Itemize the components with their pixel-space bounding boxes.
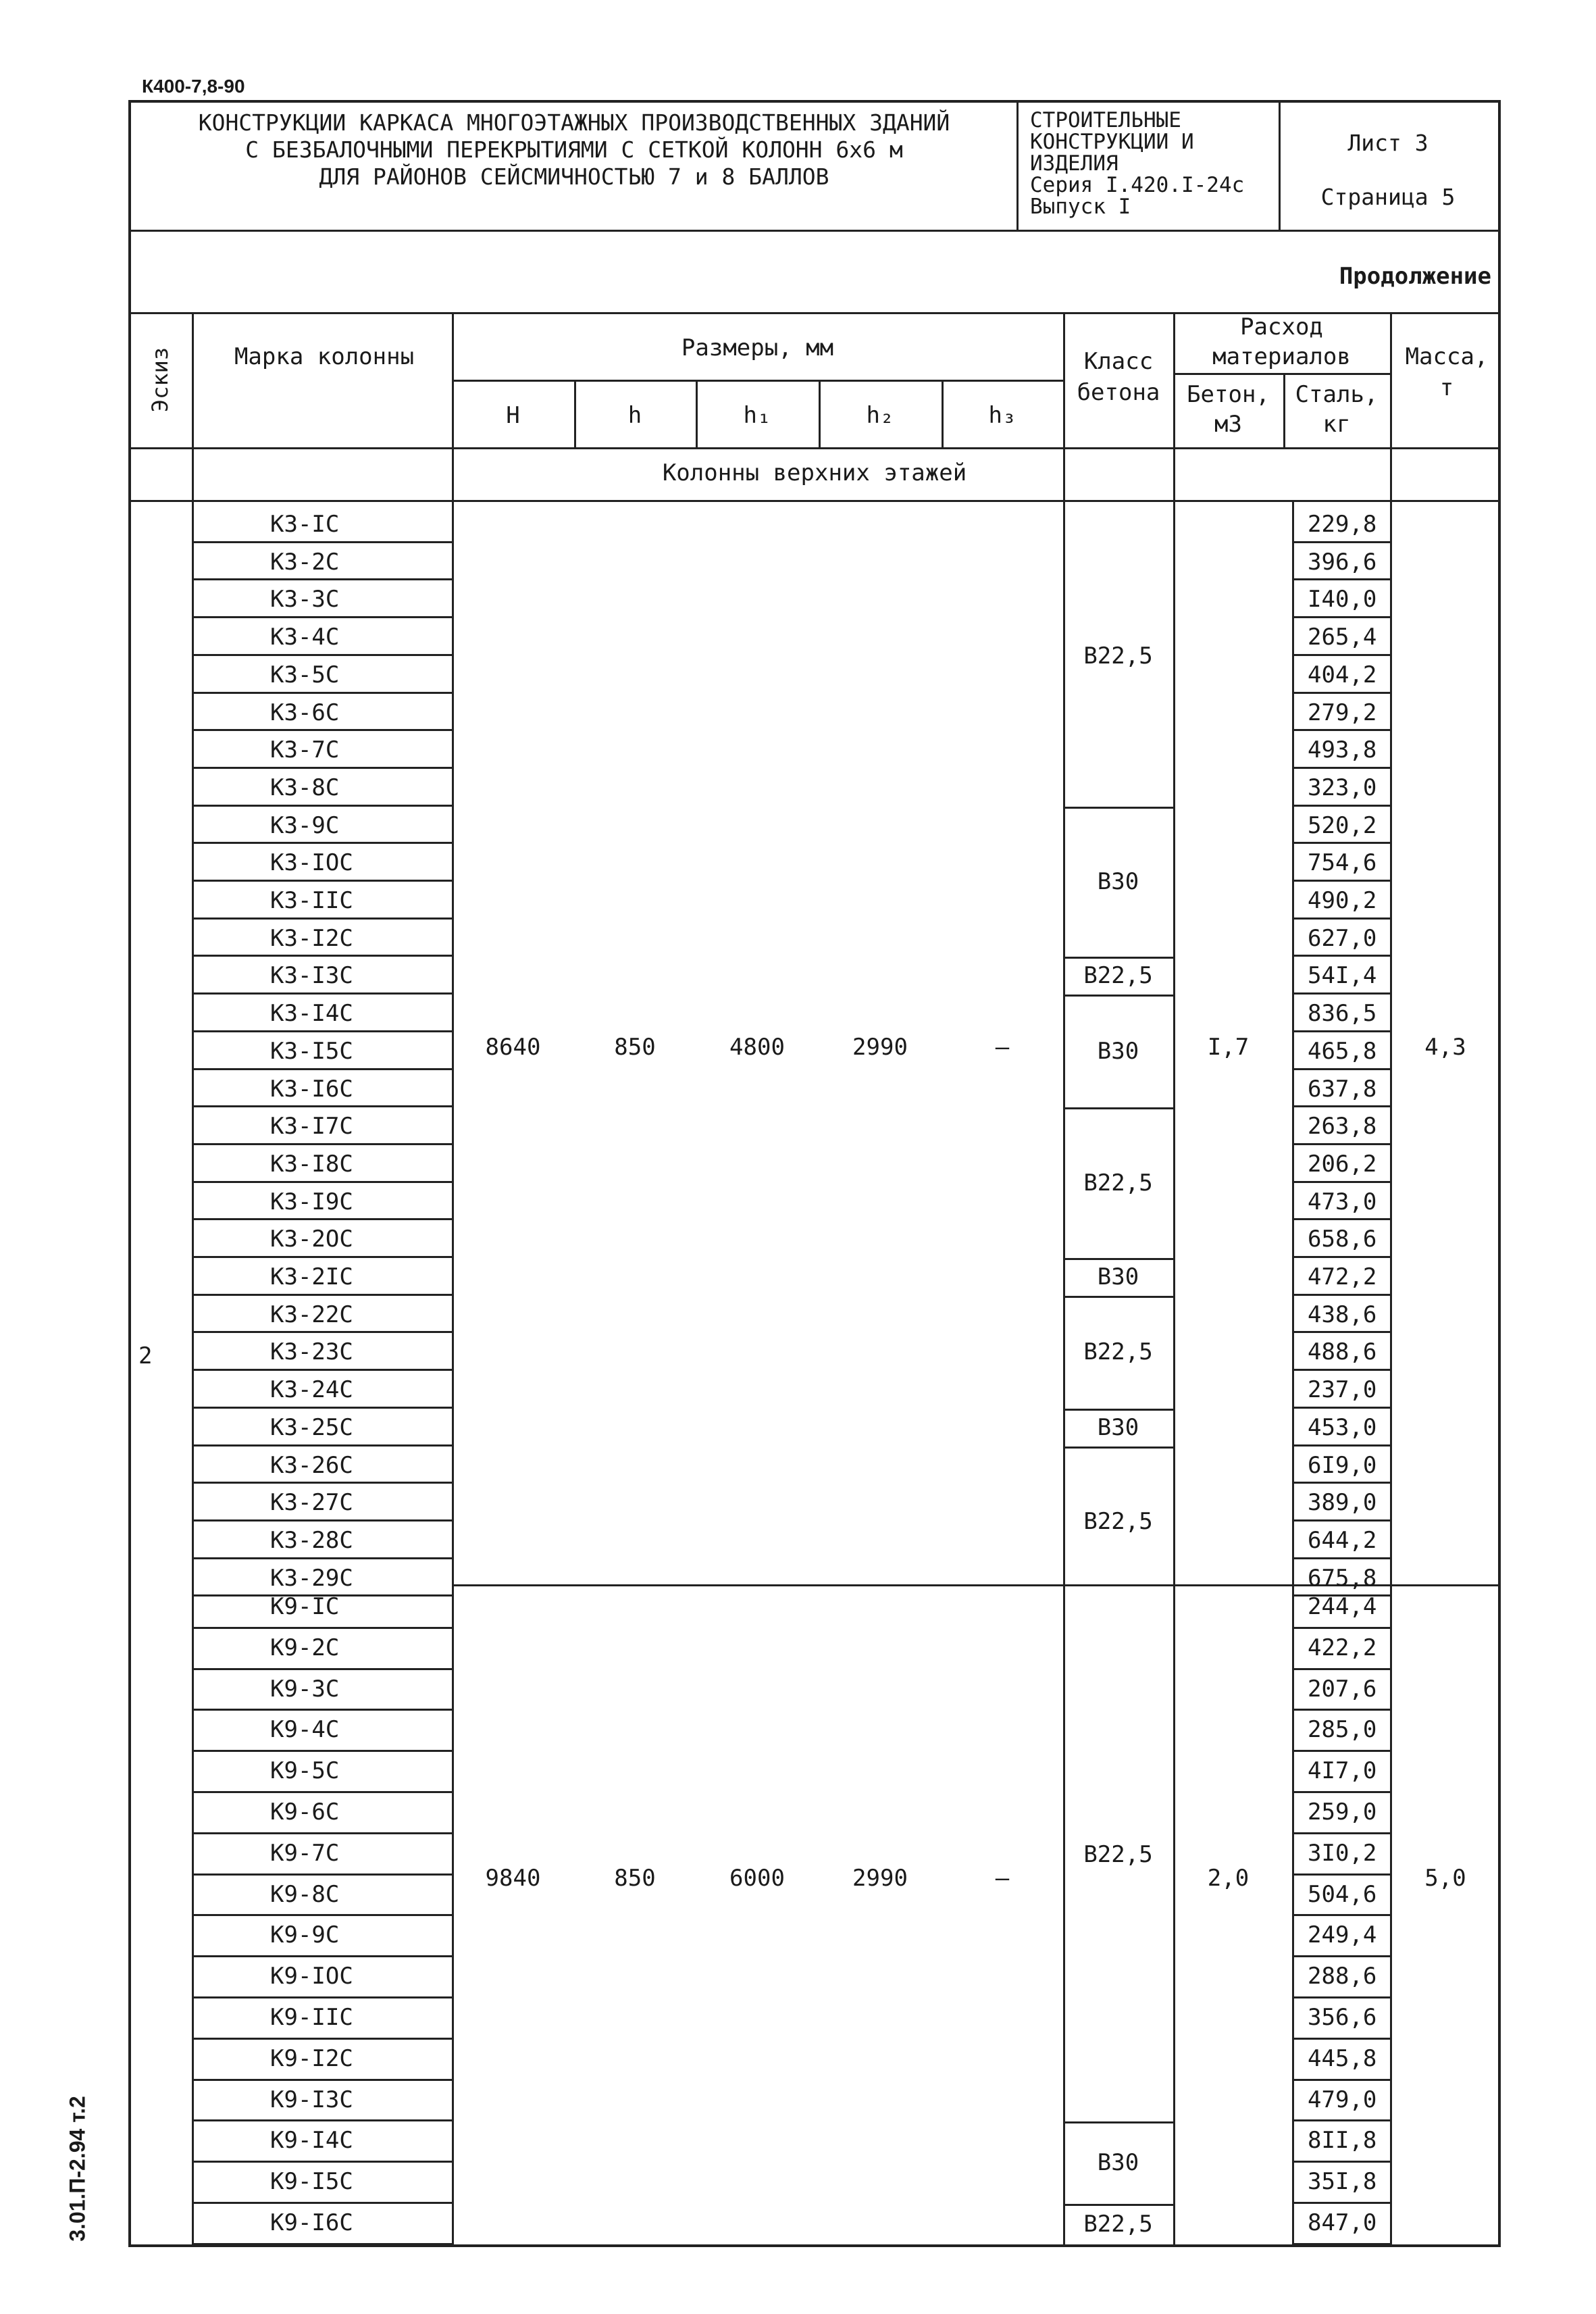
row-underline [1292, 992, 1390, 995]
title-line-2: С БЕЗБАЛОЧНЫМИ ПЕРЕКРЫТИЯМИ С СЕТКОЙ КОЛОНН 6х6 м [245, 136, 903, 163]
column-mark: К9-IОС [270, 1963, 353, 1990]
column-mark: К3-I9С [270, 1188, 353, 1215]
steel-value: 473,0 [1308, 1188, 1377, 1215]
row-underline [1292, 1996, 1390, 1998]
header-mark: Марка колонны [234, 343, 415, 370]
header-sketch: Эскиз [147, 347, 173, 413]
row-underline [192, 1914, 452, 1916]
column-mark: К3-I6С [270, 1075, 353, 1103]
row-underline [192, 1294, 452, 1296]
row-underline [1292, 2243, 1390, 2245]
header-H: H [506, 402, 520, 429]
g1-H: 8640 [485, 1034, 541, 1061]
page-number: Страница 5 [1320, 184, 1456, 210]
row-underline [1292, 917, 1390, 920]
header-mass: Масса, т [1405, 343, 1489, 401]
grid-line [1173, 312, 1175, 2246]
row-underline [192, 955, 452, 957]
grid-line [128, 500, 1501, 502]
steel-value: 627,0 [1308, 924, 1377, 952]
row-underline [1292, 1068, 1390, 1070]
column-mark: К3-I5С [270, 1037, 353, 1065]
side-stamp: 3.01.П-2.94 т.2 [65, 2096, 90, 2242]
g1-h: 850 [614, 1034, 656, 1061]
row-underline [192, 1181, 452, 1183]
row-underline [1292, 578, 1390, 580]
row-underline [1292, 805, 1390, 807]
grid-line [128, 447, 1501, 449]
document-code: К400-7,8-90 [142, 76, 245, 97]
row-underline [192, 1482, 452, 1484]
header-concrete-class: Класс бетона [1077, 348, 1160, 406]
row-underline [192, 1996, 452, 1998]
series-line: СТРОИТЕЛЬНЫЕ [1030, 108, 1181, 132]
column-mark: К9-7С [270, 1839, 340, 1867]
row-underline [192, 616, 452, 618]
g2-h1: 6000 [729, 1865, 785, 1892]
concrete-class-value: В22,5 [1083, 1841, 1153, 1869]
series-line: КОНСТРУКЦИИ И [1030, 130, 1194, 154]
row-underline [192, 1407, 452, 1409]
g2-H: 9840 [485, 1865, 541, 1892]
row-underline [192, 541, 452, 543]
row-underline [1292, 692, 1390, 694]
title-line-3: ДЛЯ РАЙОНОВ СЕЙСМИЧНОСТЬЮ 7 и 8 БАЛЛОВ [319, 164, 829, 190]
continuation-label: Продолжение [1339, 263, 1491, 290]
steel-value: I40,0 [1308, 586, 1377, 613]
column-mark: К3-7С [270, 736, 340, 764]
column-mark: К3-9С [270, 811, 340, 839]
steel-value: 206,2 [1308, 1150, 1377, 1178]
column-mark: К3-25С [270, 1413, 353, 1441]
steel-value: 229,8 [1308, 511, 1377, 538]
row-underline [1292, 1482, 1390, 1484]
column-mark: К3-29С [270, 1564, 353, 1592]
column-mark: К9-5С [270, 1757, 340, 1785]
row-underline [192, 1444, 452, 1447]
series-line: ИЗДЕЛИЯ [1030, 151, 1118, 176]
row-underline [1292, 1407, 1390, 1409]
row-underline [1292, 1791, 1390, 1793]
steel-value: 520,2 [1308, 811, 1377, 839]
concrete-class-value: В30 [1097, 2149, 1139, 2177]
steel-value: 490,2 [1308, 887, 1377, 914]
row-underline [1292, 767, 1390, 769]
steel-value: 389,0 [1308, 1489, 1377, 1517]
steel-value: 404,2 [1308, 661, 1377, 688]
row-underline [192, 805, 452, 807]
column-mark: К3-26С [270, 1451, 353, 1479]
column-mark: К3-2IС [270, 1263, 353, 1290]
series-line: Серия I.420.I-24с [1030, 173, 1245, 197]
column-mark: К9-IIС [270, 2004, 353, 2031]
row-underline [192, 1143, 452, 1145]
row-underline [1292, 2038, 1390, 2040]
column-mark: К3-8С [270, 774, 340, 801]
row-underline [192, 2119, 452, 2121]
row-underline [192, 1218, 452, 1220]
concrete-class-value: В22,5 [1083, 1507, 1153, 1535]
concrete-class-value: В30 [1097, 1413, 1139, 1441]
g2-concrete: 2,0 [1207, 1865, 1250, 1892]
steel-value: 6I9,0 [1308, 1451, 1377, 1479]
header-consumption: Расход материалов [1212, 313, 1351, 370]
steel-value: 658,6 [1308, 1226, 1377, 1253]
concrete-class-value: В22,5 [1083, 642, 1153, 670]
column-mark: К3-2ОС [270, 1226, 353, 1253]
row-underline [192, 1105, 452, 1107]
series-line: Выпуск I [1030, 195, 1131, 219]
column-mark: К3-23С [270, 1338, 353, 1366]
row-underline [192, 2161, 452, 2163]
column-mark: К3-3С [270, 586, 340, 613]
row-underline [1292, 2202, 1390, 2204]
sheet-number: Лист 3 [1347, 130, 1428, 156]
row-underline [192, 1030, 452, 1032]
row-underline [192, 1832, 452, 1834]
row-underline [192, 2079, 452, 2081]
row-underline [192, 2243, 452, 2245]
row-underline [1292, 2161, 1390, 2163]
column-mark: К3-IС [270, 511, 340, 538]
steel-value: 422,2 [1308, 1634, 1377, 1661]
g2-h3: – [995, 1865, 1010, 1892]
concrete-class-value: В30 [1097, 1263, 1139, 1290]
column-mark: К3-IОС [270, 849, 353, 877]
column-mark: К3-5С [270, 661, 340, 688]
column-mark: К3-I3С [270, 962, 353, 990]
column-mark: К3-I7С [270, 1113, 353, 1140]
column-mark: К3-27С [270, 1489, 353, 1517]
steel-value: 675,8 [1308, 1564, 1377, 1592]
row-underline [192, 1519, 452, 1521]
column-mark: К3-2С [270, 548, 340, 576]
steel-value: 453,0 [1308, 1413, 1377, 1441]
title-line-1: КОНСТРУКЦИИ КАРКАСА МНОГОЭТАЖНЫХ ПРОИЗВОДСТВЕННЫХ ЗДАНИЙ [198, 109, 950, 136]
row-underline [1292, 880, 1390, 882]
row-underline [1292, 729, 1390, 731]
header-h1: h₁ [743, 402, 771, 429]
column-mark: К3-I4С [270, 1000, 353, 1028]
steel-value: 4I7,0 [1308, 1757, 1377, 1785]
row-underline [1292, 1218, 1390, 1220]
row-underline [1292, 1519, 1390, 1521]
g1-h2: 2990 [852, 1034, 908, 1061]
column-mark: К9-I2С [270, 2044, 353, 2072]
column-mark: К9-9С [270, 1921, 340, 1949]
row-underline [192, 1791, 452, 1793]
steel-value: 3I0,2 [1308, 1839, 1377, 1867]
row-underline [192, 1955, 452, 1957]
steel-value: 207,6 [1308, 1675, 1377, 1703]
row-underline [1292, 1668, 1390, 1670]
column-mark: К9-3С [270, 1675, 340, 1703]
concrete-class-value: В22,5 [1083, 962, 1153, 990]
row-underline [192, 1256, 452, 1258]
column-mark: К9-I3С [270, 2086, 353, 2113]
row-underline [1292, 1105, 1390, 1107]
row-underline [1292, 1955, 1390, 1957]
row-underline [192, 692, 452, 694]
row-underline [192, 1369, 452, 1371]
steel-value: 259,0 [1308, 1799, 1377, 1826]
steel-value: 472,2 [1308, 1263, 1377, 1290]
g1-h1: 4800 [729, 1034, 785, 1061]
row-underline [192, 880, 452, 882]
row-underline [192, 1873, 452, 1876]
row-underline [1292, 1873, 1390, 1876]
steel-value: 836,5 [1308, 1000, 1377, 1028]
row-underline [192, 2202, 452, 2204]
row-underline [1292, 1181, 1390, 1183]
concrete-class-value: В30 [1097, 867, 1139, 895]
steel-value: 438,6 [1308, 1301, 1377, 1328]
steel-value: 488,6 [1308, 1338, 1377, 1366]
column-mark: К3-28С [270, 1526, 353, 1554]
column-mark: К9-I6С [270, 2209, 353, 2236]
header-h: h [627, 402, 642, 429]
row-underline [192, 578, 452, 580]
row-underline [192, 842, 452, 844]
column-mark: К3-4С [270, 624, 340, 651]
row-underline [1292, 2079, 1390, 2081]
row-underline [192, 2038, 452, 2040]
document-title [155, 109, 993, 191]
steel-value: 279,2 [1308, 699, 1377, 726]
g1-mass: 4,3 [1424, 1034, 1466, 1061]
steel-value: 244,4 [1308, 1593, 1377, 1620]
column-mark: К9-6С [270, 1799, 340, 1826]
row-underline [192, 1068, 452, 1070]
sketch-number: 2 [138, 1342, 153, 1369]
steel-value: 479,0 [1308, 2086, 1377, 2113]
row-underline [192, 1750, 452, 1752]
steel-value: 465,8 [1308, 1037, 1377, 1065]
column-mark: К9-2С [270, 1634, 340, 1661]
row-underline [192, 1668, 452, 1670]
steel-value: 754,6 [1308, 849, 1377, 877]
steel-value: 288,6 [1308, 1963, 1377, 1990]
grid-line [452, 312, 454, 2246]
row-underline [1292, 1914, 1390, 1916]
column-mark: К9-I4С [270, 2127, 353, 2155]
row-underline [192, 1331, 452, 1333]
row-underline [1292, 1143, 1390, 1145]
column-mark: К9-8С [270, 1880, 340, 1908]
column-mark: К3-I2С [270, 924, 353, 952]
concrete-class-value: В22,5 [1083, 1338, 1153, 1366]
row-underline [1292, 2119, 1390, 2121]
steel-value: 637,8 [1308, 1075, 1377, 1103]
series-block [1030, 109, 1244, 218]
row-underline [1292, 616, 1390, 618]
concrete-class-value: В22,5 [1083, 2211, 1153, 2238]
row-underline [192, 1709, 452, 1711]
g2-mass: 5,0 [1424, 1865, 1466, 1892]
header-h3: h₃ [988, 402, 1016, 429]
column-mark: К3-IIС [270, 887, 353, 914]
steel-value: 8II,8 [1308, 2127, 1377, 2155]
steel-value: 263,8 [1308, 1113, 1377, 1140]
row-underline [192, 917, 452, 920]
grid-line [1173, 373, 1390, 375]
steel-value: 249,4 [1308, 1921, 1377, 1949]
row-underline [1292, 1557, 1390, 1559]
row-underline [1292, 1709, 1390, 1711]
row-underline [192, 1627, 452, 1629]
grid-line [1390, 312, 1392, 2246]
steel-value: 35I,8 [1308, 2168, 1377, 2196]
concrete-class-value: В30 [1097, 1037, 1139, 1065]
steel-value: 445,8 [1308, 2044, 1377, 2072]
row-underline [1292, 1627, 1390, 1629]
steel-value: 323,0 [1308, 774, 1377, 801]
column-mark: К3-22С [270, 1301, 353, 1328]
row-underline [1292, 1294, 1390, 1296]
column-mark: К9-I5С [270, 2168, 353, 2196]
steel-value: 54I,4 [1308, 962, 1377, 990]
g2-h2: 2990 [852, 1865, 908, 1892]
row-underline [1292, 1030, 1390, 1032]
divider [1279, 100, 1281, 230]
header-sizes: Размеры, мм [681, 334, 834, 361]
steel-value: 285,0 [1308, 1716, 1377, 1744]
steel-value: 847,0 [1308, 2209, 1377, 2236]
section-title: Колонны верхних этажей [662, 459, 967, 486]
column-mark: К9-4С [270, 1716, 340, 1744]
steel-value: 396,6 [1308, 548, 1377, 576]
steel-value: 644,2 [1308, 1526, 1377, 1554]
header-h2: h₂ [866, 402, 894, 429]
steel-value: 356,6 [1308, 2004, 1377, 2031]
column-mark: К9-IС [270, 1593, 340, 1620]
row-underline [1292, 654, 1390, 656]
column-mark: К3-24С [270, 1376, 353, 1404]
steel-value: 504,6 [1308, 1880, 1377, 1908]
row-underline [1292, 842, 1390, 844]
row-underline [1292, 955, 1390, 957]
g2-h: 850 [614, 1865, 656, 1892]
divider [1016, 100, 1019, 230]
steel-column-border [1292, 500, 1294, 2246]
row-underline [192, 767, 452, 769]
sheet-info [1287, 116, 1489, 224]
column-mark: К3-I8С [270, 1150, 353, 1178]
column-mark: К3-6С [270, 699, 340, 726]
header-concrete: Бетон, м3 [1187, 381, 1270, 438]
row-underline [1292, 1444, 1390, 1447]
row-underline [1292, 1369, 1390, 1371]
grid-line [452, 380, 1063, 382]
header-steel: Сталь, кг [1295, 381, 1379, 438]
g1-concrete: I,7 [1207, 1034, 1250, 1061]
steel-value: 237,0 [1308, 1376, 1377, 1404]
row-underline [192, 992, 452, 995]
steel-value: 493,8 [1308, 736, 1377, 764]
row-underline [192, 1557, 452, 1559]
row-underline [1292, 1331, 1390, 1333]
row-underline [1292, 1832, 1390, 1834]
row-underline [1292, 1256, 1390, 1258]
row-underline [192, 729, 452, 731]
row-underline [192, 654, 452, 656]
divider [128, 230, 1501, 232]
g1-h3: – [995, 1034, 1010, 1061]
steel-value: 265,4 [1308, 624, 1377, 651]
row-underline [1292, 541, 1390, 543]
concrete-class-value: В22,5 [1083, 1169, 1153, 1197]
row-underline [1292, 1750, 1390, 1752]
